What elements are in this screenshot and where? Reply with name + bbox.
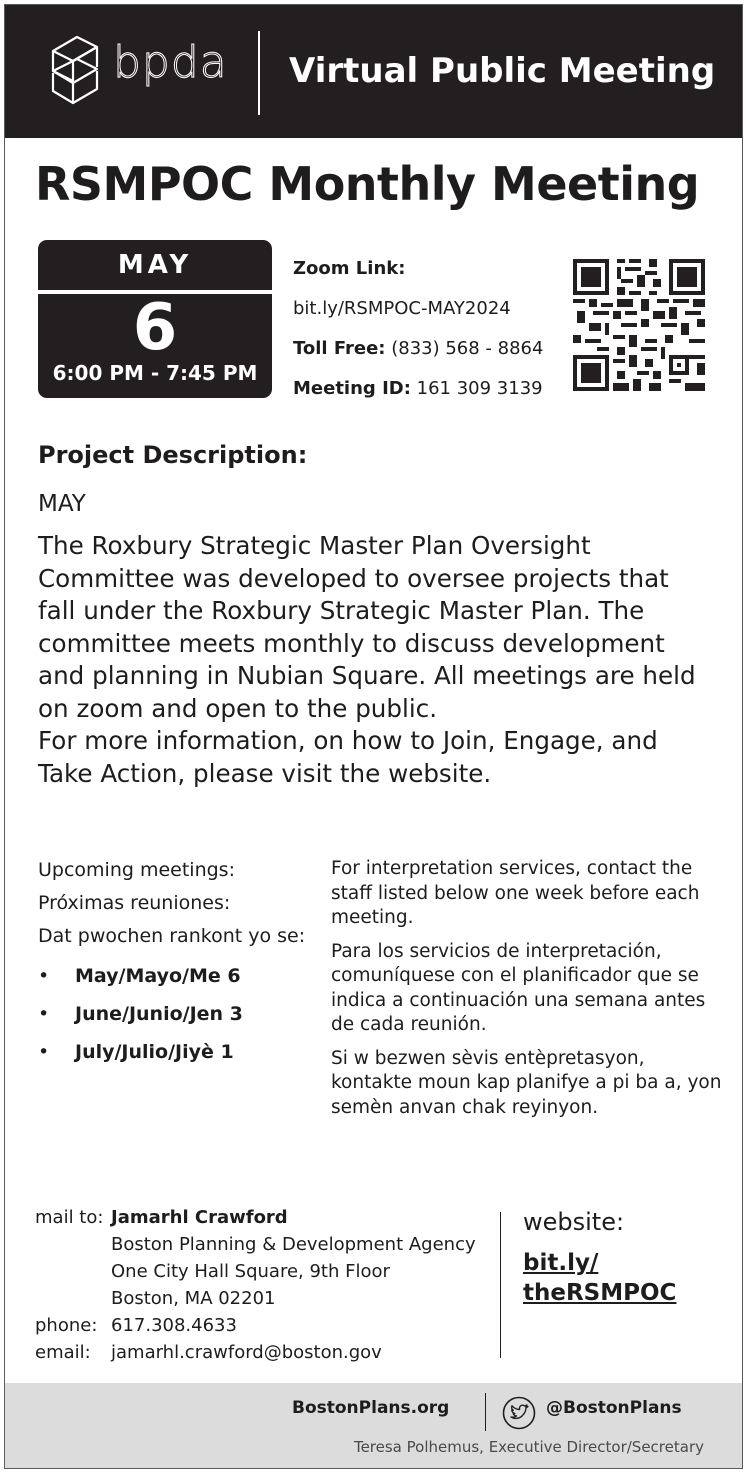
project-month: MAY <box>38 491 86 517</box>
qr-code-icon[interactable] <box>573 259 705 391</box>
page-title: RSMPOC Monthly Meeting <box>35 157 700 211</box>
upcoming-dates-list <box>38 957 328 1071</box>
contact-address-line1: One City Hall Square, 9th Floor <box>111 1261 390 1282</box>
upcoming-label-en: Upcoming meetings: <box>38 859 235 881</box>
interpretation-ht: Si w bezwen sèvis entèpretasyon, kontakte moun kap planifye a pi ba a, yon semèn anvan chak reyinyon. <box>331 1047 722 1118</box>
header <box>5 5 742 138</box>
meeting-date: June/Junio/Jen 3 <box>75 1003 243 1025</box>
meeting-date: July/Julio/Jiyè 1 <box>75 1041 234 1063</box>
toll-free-number: (833) 568 - 8864 <box>391 338 544 359</box>
phone-label: phone: <box>35 1315 98 1336</box>
interpretation-services <box>331 857 726 1129</box>
meeting-info <box>293 249 543 409</box>
date-month: MAY <box>117 250 193 280</box>
meeting-id-value: 161 309 3139 <box>416 378 543 399</box>
bpda-logo-text: bpda <box>113 37 228 88</box>
contact-email[interactable]: jamarhl.crawford@boston.gov <box>111 1342 382 1363</box>
header-title: Virtual Public Meeting <box>289 51 716 91</box>
bullet: • <box>38 1003 50 1025</box>
flyer <box>4 4 743 1469</box>
contact-org: Boston Planning & Development Agency <box>111 1234 476 1255</box>
bullet: • <box>38 1041 50 1063</box>
contact-phone: 617.308.4633 <box>111 1315 237 1336</box>
list-item <box>38 995 328 1033</box>
upcoming-label-ht: Dat pwochen rankont yo se: <box>38 925 306 947</box>
project-description: The Roxbury Strategic Master Plan Oversight Committee was developed to oversee projects that fall under the Roxbury Strategic Master Plan. The committee meets monthly to discuss development and planning in Nubian Square. All meetings are held on zoom and open to the public. For more information, on how to Join, Engage, and Take Action, please visit the website. <box>38 531 696 788</box>
contact-block <box>35 1204 476 1366</box>
contact-address-line2: Boston, MA 02201 <box>111 1288 276 1309</box>
zoom-link[interactable]: bit.ly/RSMPOC-MAY2024 <box>293 298 511 319</box>
website-link[interactable]: bit.ly/ theRSMPOC <box>523 1250 677 1306</box>
zoom-label: Zoom Link: <box>293 258 406 279</box>
twitter-icon[interactable] <box>502 1396 536 1430</box>
interpretation-en: For interpretation services, contact the staff listed below one week before each meeting. <box>331 858 700 928</box>
bullet: • <box>38 965 50 987</box>
upcoming-meetings <box>38 854 328 1071</box>
footer-divider <box>485 1393 486 1431</box>
mail-label: mail to: <box>35 1207 104 1228</box>
meeting-id-label: Meeting ID: <box>293 378 411 399</box>
interpretation-es: Para los servicios de interpretación, comuníquese con el planificador que se indica a continuación una semana antes de cada reunión. <box>331 940 706 1035</box>
footer-twitter-handle[interactable]: @BostonPlans <box>546 1398 682 1418</box>
website-label: website: <box>523 1208 625 1236</box>
contact-divider <box>500 1212 501 1358</box>
contact-name: Jamarhl Crawford <box>111 1207 288 1228</box>
date-time: 6:00 PM - 7:45 PM <box>52 361 258 385</box>
list-item <box>38 1033 328 1071</box>
project-description-heading: Project Description: <box>38 441 308 469</box>
toll-free-label: Toll Free: <box>293 338 386 359</box>
bpda-logo-icon <box>47 31 103 109</box>
date-day: 6 <box>132 291 178 365</box>
footer-site-link[interactable]: BostonPlans.org <box>292 1398 450 1418</box>
upcoming-label-es: Próximas reuniones: <box>38 892 231 914</box>
email-label: email: <box>35 1342 91 1363</box>
header-divider <box>258 31 260 115</box>
list-item <box>38 957 328 995</box>
footer <box>5 1383 742 1468</box>
date-badge <box>38 240 272 398</box>
meeting-date: May/Mayo/Me 6 <box>75 965 241 987</box>
footer-director: Teresa Polhemus, Executive Director/Secretary <box>353 1438 704 1456</box>
